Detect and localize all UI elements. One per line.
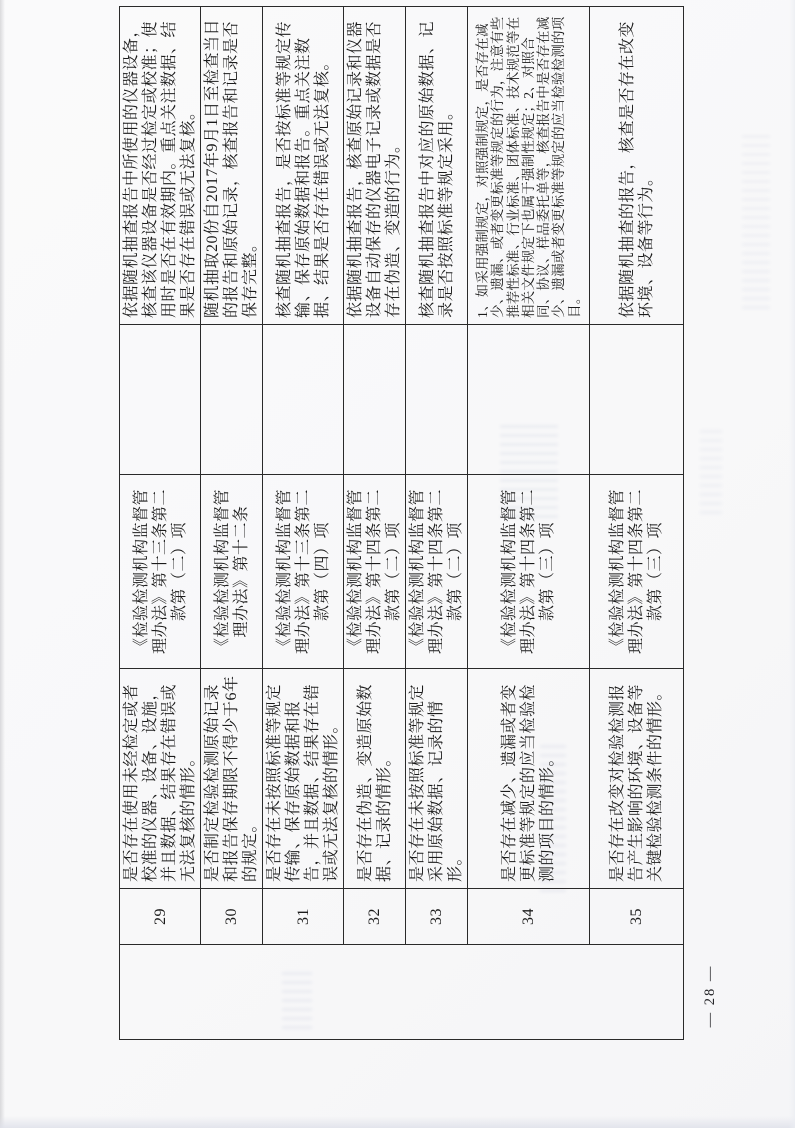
check-method-cell: 依据随机抽查报告中所使用的仪器设备，核查该仪器设备是否经过检定或校准；使用时是否在有效期内。重点关注数据、结果是否存在错误或无法复核。 bbox=[120, 7, 201, 325]
table-row bbox=[406, 7, 468, 1040]
check-item-cell: 是否存在改变对检验检测报告产生影响的环境、设备等关键检验检测条件的情形。 bbox=[590, 669, 684, 889]
legal-basis-cell: 《检验检测机构监督管理办法》第十三条第二款第（四）项 bbox=[263, 475, 344, 669]
table-row bbox=[590, 7, 684, 1040]
table-row bbox=[120, 7, 201, 1040]
check-method-cell: 1、如采用强制规定，对照强制规定，是否存在减少、遗漏、或者变更标准等规定的行为，注意有些推荐性标准、行业标准、团体标准、技术规范等在相关文件规定下也属于强制性规定；2、对照合同、协议、样品委托单等，核查报告中是否存在减少、遗漏或者变更标准等规定的应当检验检测的项目。 bbox=[468, 7, 590, 325]
scan-edge-left bbox=[0, 0, 5, 1128]
row-number-cell: 30 bbox=[201, 889, 263, 945]
table-row bbox=[263, 7, 344, 1040]
empty-cell bbox=[201, 325, 263, 475]
check-item-cell: 是否存在未按照标准等规定采用原始数据、记录的情形。 bbox=[406, 669, 468, 889]
scan-edge-bottom bbox=[0, 1116, 795, 1128]
inspection-checklist-table bbox=[119, 6, 684, 1040]
row-number-cell: 35 bbox=[590, 889, 684, 945]
check-method-cell: 核查随机抽查报告，是否按标准等规定传输、保存原始数据和报告。重点关注数据、结果是否存在错误或无法复核。 bbox=[263, 7, 344, 325]
scan-edge-right bbox=[789, 0, 795, 1128]
check-method-cell: 依据随机抽查的报告，核查是否存在改变环境、设备等行为。 bbox=[590, 7, 684, 325]
empty-cell bbox=[263, 325, 344, 475]
row-number-cell: 29 bbox=[120, 889, 201, 945]
check-item-cell: 是否存在未按照标准等规定传输、保存原始数据和报告，并且数据、结果存在错误或无法复核的情形。 bbox=[263, 669, 344, 889]
legal-basis-cell: 《检验检测机构监督管理办法》第十二条 bbox=[201, 475, 263, 669]
check-item-cell: 是否制定检验检测原始记录和报告保存期限不得少于6年的规定。 bbox=[201, 669, 263, 889]
row-number-cell: 34 bbox=[468, 889, 590, 945]
check-method-cell: 核查随机抽查报告中对应的原始数据、记录是否按照标准等规定采用。 bbox=[406, 7, 468, 325]
category-cell-empty bbox=[120, 945, 684, 1040]
empty-cell bbox=[590, 325, 684, 475]
legal-basis-cell: 《检验检测机构监督管理办法》第十四条第二款第（三）项 bbox=[590, 475, 684, 669]
row-number-cell: 32 bbox=[344, 889, 406, 945]
row-number-cell: 33 bbox=[406, 889, 468, 945]
check-item-cell: 是否存在减少、遗漏或者变更标准等规定的应当检验检测的项目的情形。 bbox=[468, 669, 590, 889]
legal-basis-cell: 《检验检测机构监督管理办法》第十四条第二款第（二）项 bbox=[344, 475, 406, 669]
page-number: — 28 — bbox=[702, 964, 718, 1028]
empty-cell bbox=[120, 325, 201, 475]
check-method-cell: 依据随机抽查报告，核查原始记录和仪器设备自动保存的仪器电子记录或数据是否存在伪造、变造的行为。 bbox=[344, 7, 406, 325]
check-item-cell: 是否存在使用未经检定或者校准的仪器、设备、设施，并且数据、结果存在错误或无法复核的情形。 bbox=[120, 669, 201, 889]
empty-cell bbox=[344, 325, 406, 475]
table-row bbox=[468, 7, 590, 1040]
bleedthrough-smudge bbox=[700, 430, 722, 520]
empty-cell bbox=[406, 325, 468, 475]
table-row bbox=[344, 7, 406, 1040]
row-number-cell: 31 bbox=[263, 889, 344, 945]
rotated-table-container bbox=[119, 16, 664, 1040]
bleedthrough-smudge bbox=[742, 135, 770, 310]
legal-basis-cell: 《检验检测机构监督管理办法》第十三条第二款第（二）项 bbox=[120, 475, 201, 669]
legal-basis-cell: 《检验检测机构监督管理办法》第十四条第二款第（二）项 bbox=[406, 475, 468, 669]
empty-cell bbox=[468, 325, 590, 475]
check-method-cell: 随机抽取20份自2017年9月1日至检查当日的报告和原始记录，核查报告和记录是否保存完整。 bbox=[201, 7, 263, 325]
legal-basis-cell: 《检验检测机构监督管理办法》第十四条第二款第（三）项 bbox=[468, 475, 590, 669]
table-row bbox=[201, 7, 263, 1040]
check-item-cell: 是否存在伪造、变造原始数据、记录的情形。 bbox=[344, 669, 406, 889]
